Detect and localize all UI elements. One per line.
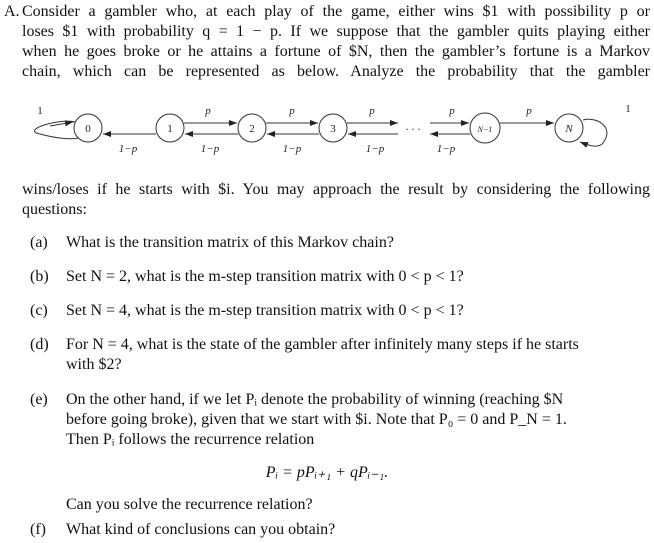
question-text: What is the transition matrix of this Markov chain? bbox=[66, 234, 394, 251]
question-tag: (d) bbox=[30, 336, 49, 353]
loop-label: 1 bbox=[37, 105, 43, 117]
intro-line: when he goes broke or he attains a fortune of $N, then the gambler’s fortune is a Markov bbox=[22, 43, 650, 60]
intro-line: loses $1 with probability q = 1 − p. If we suppose that the gambler quits playing either bbox=[22, 23, 650, 40]
self-loop-arrow bbox=[35, 121, 78, 139]
question-tag: (e) bbox=[30, 391, 48, 408]
intro-line: chain, which can be represented as below. Analyze the probability that the gambler bbox=[22, 63, 650, 80]
state-label: N bbox=[565, 123, 573, 135]
question-text: with $2? bbox=[66, 356, 122, 373]
body-line: wins/loses if he starts with $i. You may approach the result by considering the following bbox=[22, 181, 650, 198]
transition-label: p bbox=[369, 105, 375, 117]
transition-label: p bbox=[289, 105, 295, 117]
question-text: For N = 4, what is the state of the gambler after infinitely many steps if he starts bbox=[66, 336, 579, 353]
transition-label: 1−p bbox=[365, 143, 385, 155]
markov-chain-diagram bbox=[0, 90, 654, 170]
state-label: 0 bbox=[85, 123, 91, 135]
state-label: 3 bbox=[330, 123, 336, 135]
transition-label: p bbox=[449, 105, 455, 117]
transition-label: 1−p bbox=[436, 143, 456, 155]
question-text: Can you solve the recurrence relation? bbox=[66, 496, 313, 513]
question-tag: (a) bbox=[30, 234, 48, 251]
question-text: What kind of conclusions can you obtain? bbox=[66, 521, 336, 538]
transition-label: p bbox=[526, 105, 532, 117]
intro-line: Consider a gambler who, at each play of the game, either wins $1 with possibility p or bbox=[22, 3, 650, 20]
question-text: On the other hand, if we let Pᵢ denote the probability of winning (reaching $N bbox=[66, 391, 564, 408]
question-tag: (b) bbox=[30, 268, 49, 285]
recurrence-equation: Pᵢ = pPᵢ₊₁ + qPᵢ₋₁. bbox=[265, 464, 389, 481]
question-text: Set N = 4, what is the m-step transition matrix with 0 < p < 1? bbox=[66, 302, 464, 319]
state-label: 2 bbox=[249, 123, 255, 135]
self-loop-arrow bbox=[580, 119, 607, 146]
loop-label: 1 bbox=[625, 103, 631, 115]
state-label: 1 bbox=[167, 123, 173, 135]
body-line: questions: bbox=[22, 201, 87, 218]
question-text: Then Pᵢ follows the recurrence relation bbox=[66, 431, 315, 448]
question-text: Set N = 2, what is the m-step transition matrix with 0 < p < 1? bbox=[66, 268, 464, 285]
state-label: N−1 bbox=[477, 125, 493, 134]
question-text: before going broke), given that we start with $i. Note that P₀ = 0 and P_N = 1. bbox=[66, 411, 567, 428]
question-tag: (c) bbox=[30, 302, 48, 319]
ellipsis: . . . bbox=[405, 119, 421, 133]
transition-label: 1−p bbox=[118, 143, 138, 155]
transition-label: 1−p bbox=[200, 143, 220, 155]
problem-label: A. bbox=[4, 3, 20, 20]
transition-label: p bbox=[205, 105, 211, 117]
transition-label: 1−p bbox=[282, 143, 302, 155]
question-tag: (f) bbox=[30, 521, 46, 538]
